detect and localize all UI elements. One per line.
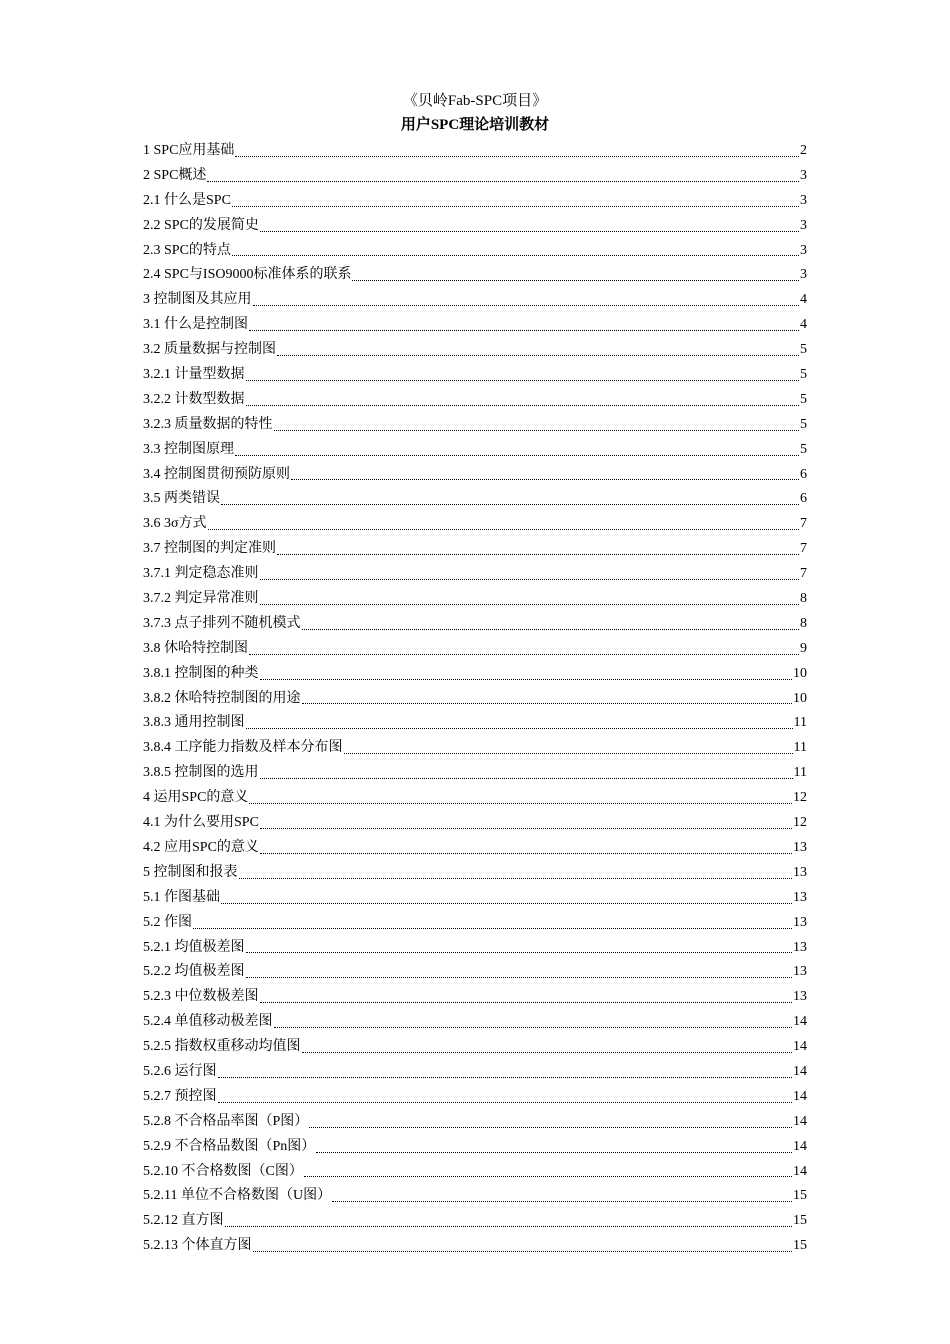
toc-leader-dots <box>260 679 793 680</box>
toc-leader-dots <box>235 156 799 157</box>
toc-entry[interactable] <box>143 288 807 313</box>
toc-entry[interactable] <box>143 313 807 338</box>
toc-entry[interactable] <box>143 612 807 637</box>
toc-entry-label: 5.2.13 个体直方图 <box>143 1238 252 1254</box>
toc-leader-dots <box>225 1226 793 1227</box>
toc-entry-page-number: 10 <box>793 665 807 681</box>
toc-entry[interactable] <box>143 1135 807 1160</box>
toc-leader-dots <box>260 828 792 829</box>
toc-leader-dots <box>246 977 793 978</box>
toc-entry-label: 5.2.1 均值极差图 <box>143 939 245 955</box>
toc-leader-dots <box>316 1152 792 1153</box>
toc-entry[interactable] <box>143 413 807 438</box>
toc-leader-dots <box>260 1002 793 1003</box>
toc-entry[interactable] <box>143 911 807 936</box>
toc-entry-page-number: 5 <box>800 416 807 432</box>
toc-entry-label: 3.4 控制图贯彻预防原则 <box>143 466 290 482</box>
toc-entry-page-number: 13 <box>793 964 807 980</box>
table-of-contents <box>143 139 807 1259</box>
toc-entry[interactable] <box>143 836 807 861</box>
toc-entry[interactable] <box>143 960 807 985</box>
toc-leader-dots <box>352 280 799 281</box>
toc-entry-label: 3.8.3 通用控制图 <box>143 715 245 731</box>
toc-leader-dots <box>235 455 799 456</box>
toc-leader-dots <box>277 355 799 356</box>
toc-entry[interactable] <box>143 239 807 264</box>
toc-leader-dots <box>260 579 800 580</box>
toc-entry[interactable] <box>143 388 807 413</box>
toc-entry-label: 3.2 质量数据与控制图 <box>143 342 276 358</box>
toc-entry-label: 3.5 两类错误 <box>143 491 220 507</box>
toc-leader-dots <box>218 1102 793 1103</box>
toc-entry-label: 5.2.4 单值移动极差图 <box>143 1014 273 1030</box>
toc-leader-dots <box>260 604 800 605</box>
toc-entry-label: 3.8.1 控制图的种类 <box>143 665 259 681</box>
toc-entry[interactable] <box>143 736 807 761</box>
toc-entry-page-number: 15 <box>793 1188 807 1204</box>
toc-leader-dots <box>291 479 799 480</box>
toc-entry[interactable] <box>143 936 807 961</box>
toc-entry[interactable] <box>143 487 807 512</box>
toc-entry-label: 3.6 3σ方式 <box>143 516 207 532</box>
toc-entry[interactable] <box>143 189 807 214</box>
toc-leader-dots <box>344 753 793 754</box>
toc-entry-page-number: 9 <box>800 640 807 656</box>
document-subtitle: 用户SPC理论培训教材 <box>400 117 550 133</box>
toc-entry-page-number: 11 <box>793 715 807 731</box>
toc-entry[interactable] <box>143 1209 807 1234</box>
toc-entry[interactable] <box>143 985 807 1010</box>
toc-leader-dots <box>246 952 793 953</box>
toc-entry-label: 4.1 为什么要用SPC <box>143 815 259 831</box>
toc-entry-label: 3.1 什么是控制图 <box>143 317 248 333</box>
toc-entry-label: 5.2.8 不合格品率图（P图） <box>143 1113 309 1129</box>
toc-entry-label: 1 SPC应用基础 <box>143 143 235 158</box>
toc-leader-dots <box>302 1052 793 1053</box>
toc-entry-page-number: 5 <box>800 342 807 358</box>
toc-entry[interactable] <box>143 164 807 189</box>
toc-entry-label: 5.2.5 指数权重移动均值图 <box>143 1039 301 1055</box>
toc-entry-label: 5.2.10 不合格数图（C图） <box>143 1163 303 1179</box>
toc-entry-page-number: 8 <box>800 615 807 631</box>
toc-entry-label: 5.2.7 预控图 <box>143 1088 217 1104</box>
toc-entry-page-number: 2 <box>800 143 807 158</box>
toc-entry-label: 5.1 作图基础 <box>143 889 220 905</box>
toc-entry-label: 5 控制图和报表 <box>143 864 238 880</box>
toc-entry-label: 2.1 什么是SPC <box>143 192 231 208</box>
toc-leader-dots <box>332 1201 792 1202</box>
toc-leader-dots <box>309 1127 792 1128</box>
toc-entry-label: 5.2.11 单位不合格数图（U图） <box>143 1188 332 1204</box>
toc-entry-label: 3.7.2 判定异常准则 <box>143 591 259 607</box>
toc-entry-page-number: 4 <box>800 292 807 308</box>
toc-entry-label: 2.3 SPC的特点 <box>143 242 231 258</box>
toc-entry[interactable] <box>143 562 807 587</box>
toc-entry-label: 4 运用SPC的意义 <box>143 790 249 806</box>
toc-entry-page-number: 13 <box>793 989 807 1005</box>
toc-entry-page-number: 13 <box>793 889 807 905</box>
toc-leader-dots <box>221 903 792 904</box>
toc-entry-page-number: 11 <box>793 740 807 756</box>
toc-entry-label: 3.3 控制图原理 <box>143 441 234 457</box>
toc-entry[interactable] <box>143 537 807 562</box>
toc-entry[interactable] <box>143 1160 807 1185</box>
toc-leader-dots <box>232 255 799 256</box>
toc-entry-page-number: 13 <box>793 914 807 930</box>
toc-entry[interactable] <box>143 811 807 836</box>
toc-entry-label: 4.2 应用SPC的意义 <box>143 839 259 855</box>
toc-entry[interactable] <box>143 1035 807 1060</box>
toc-entry-page-number: 14 <box>793 1138 807 1154</box>
toc-leader-dots <box>246 380 800 381</box>
toc-entry[interactable] <box>143 761 807 786</box>
toc-leader-dots <box>260 853 792 854</box>
toc-entry[interactable] <box>143 512 807 537</box>
toc-entry-page-number: 7 <box>800 541 807 557</box>
toc-entry[interactable] <box>143 637 807 662</box>
toc-entry-label: 3.7 控制图的判定准则 <box>143 541 276 557</box>
toc-entry-label: 3 控制图及其应用 <box>143 292 252 308</box>
toc-leader-dots <box>249 330 799 331</box>
toc-leader-dots <box>253 305 800 306</box>
toc-entry[interactable] <box>143 338 807 363</box>
toc-entry-page-number: 5 <box>800 391 807 407</box>
toc-leader-dots <box>249 654 799 655</box>
toc-entry[interactable] <box>143 438 807 463</box>
toc-entry-label: 5.2.3 中位数极差图 <box>143 989 259 1005</box>
toc-entry[interactable] <box>143 463 807 488</box>
toc-entry-page-number: 11 <box>793 765 807 781</box>
toc-entry-page-number: 14 <box>793 1113 807 1129</box>
toc-entry-label: 5.2.6 运行图 <box>143 1063 217 1079</box>
toc-entry-label: 2.2 SPC的发展简史 <box>143 217 259 233</box>
toc-entry[interactable] <box>143 1110 807 1135</box>
toc-entry-page-number: 12 <box>793 815 807 831</box>
toc-leader-dots <box>246 405 800 406</box>
toc-leader-dots <box>274 1027 793 1028</box>
toc-entry[interactable] <box>143 587 807 612</box>
toc-entry-label: 2.4 SPC与ISO9000标准体系的联系 <box>143 267 352 283</box>
toc-entry-label: 5.2.12 直方图 <box>143 1213 224 1229</box>
toc-entry[interactable] <box>143 711 807 736</box>
toc-entry[interactable] <box>143 662 807 687</box>
toc-leader-dots <box>193 928 792 929</box>
toc-leader-dots <box>207 181 799 182</box>
toc-entry-label: 3.8.4 工序能力指数及样本分布图 <box>143 740 343 756</box>
toc-entry-page-number: 3 <box>800 167 807 183</box>
toc-entry-page-number: 13 <box>793 839 807 855</box>
toc-leader-dots <box>302 703 793 704</box>
toc-leader-dots <box>232 206 799 207</box>
toc-entry[interactable] <box>143 1085 807 1110</box>
toc-leader-dots <box>208 529 799 530</box>
toc-leader-dots <box>249 803 792 804</box>
toc-leader-dots <box>218 1077 793 1078</box>
toc-leader-dots <box>260 231 799 232</box>
toc-entry-label: 5.2.9 不合格品数图（Pn图） <box>143 1138 316 1154</box>
toc-entry-page-number: 4 <box>800 317 807 333</box>
toc-entry-label: 3.8 休哈特控制图 <box>143 640 248 656</box>
toc-entry[interactable] <box>143 1010 807 1035</box>
toc-entry-page-number: 5 <box>800 441 807 457</box>
toc-entry-label: 3.7.3 点子排列不随机模式 <box>143 615 301 631</box>
toc-entry[interactable] <box>143 886 807 911</box>
toc-entry-label: 3.7.1 判定稳态准则 <box>143 566 259 582</box>
toc-entry[interactable] <box>143 139 807 164</box>
toc-entry-page-number: 5 <box>800 367 807 383</box>
toc-leader-dots <box>221 504 799 505</box>
toc-entry-page-number: 8 <box>800 591 807 607</box>
toc-entry-page-number: 12 <box>793 790 807 806</box>
toc-entry[interactable] <box>143 1234 807 1259</box>
toc-entry-page-number: 14 <box>793 1163 807 1179</box>
toc-entry-page-number: 6 <box>800 491 807 507</box>
toc-entry[interactable] <box>143 214 807 239</box>
toc-leader-dots <box>239 878 793 879</box>
toc-entry[interactable] <box>143 1060 807 1085</box>
toc-leader-dots <box>260 778 793 779</box>
toc-leader-dots <box>277 554 799 555</box>
toc-entry-label: 2 SPC概述 <box>143 167 207 183</box>
toc-entry[interactable] <box>143 363 807 388</box>
toc-entry-page-number: 13 <box>793 864 807 880</box>
toc-entry-label: 5.2.2 均值极差图 <box>143 964 245 980</box>
toc-leader-dots <box>302 629 800 630</box>
toc-entry-page-number: 14 <box>793 1088 807 1104</box>
toc-entry-label: 3.2.1 计量型数据 <box>143 367 245 383</box>
toc-entry-label: 3.2.3 质量数据的特性 <box>143 416 273 432</box>
document-title: 《贝岭Fab-SPC项目》 <box>402 93 548 109</box>
toc-entry[interactable] <box>143 1184 807 1209</box>
toc-entry[interactable] <box>143 861 807 886</box>
toc-entry-page-number: 15 <box>793 1238 807 1254</box>
toc-entry-page-number: 10 <box>793 690 807 706</box>
toc-entry[interactable] <box>143 687 807 712</box>
toc-entry-page-number: 3 <box>800 242 807 258</box>
toc-leader-dots <box>246 728 793 729</box>
toc-entry-label: 3.8.5 控制图的选用 <box>143 765 259 781</box>
toc-entry-page-number: 14 <box>793 1063 807 1079</box>
toc-entry-page-number: 14 <box>793 1039 807 1055</box>
toc-entry-page-number: 7 <box>800 516 807 532</box>
toc-leader-dots <box>253 1251 793 1252</box>
toc-entry-label: 3.8.2 休哈特控制图的用途 <box>143 690 301 706</box>
toc-entry-page-number: 3 <box>800 192 807 208</box>
toc-entry-label: 5.2 作图 <box>143 914 192 930</box>
toc-leader-dots <box>304 1176 792 1177</box>
toc-entry-page-number: 3 <box>800 217 807 233</box>
toc-entry[interactable] <box>143 786 807 811</box>
toc-entry-page-number: 13 <box>793 939 807 955</box>
toc-entry-page-number: 3 <box>800 267 807 283</box>
toc-entry-page-number: 15 <box>793 1213 807 1229</box>
toc-entry-page-number: 7 <box>800 566 807 582</box>
toc-leader-dots <box>274 430 800 431</box>
toc-entry[interactable] <box>143 263 807 288</box>
toc-entry-page-number: 6 <box>800 466 807 482</box>
toc-entry-page-number: 14 <box>793 1014 807 1030</box>
toc-entry-label: 3.2.2 计数型数据 <box>143 391 245 407</box>
